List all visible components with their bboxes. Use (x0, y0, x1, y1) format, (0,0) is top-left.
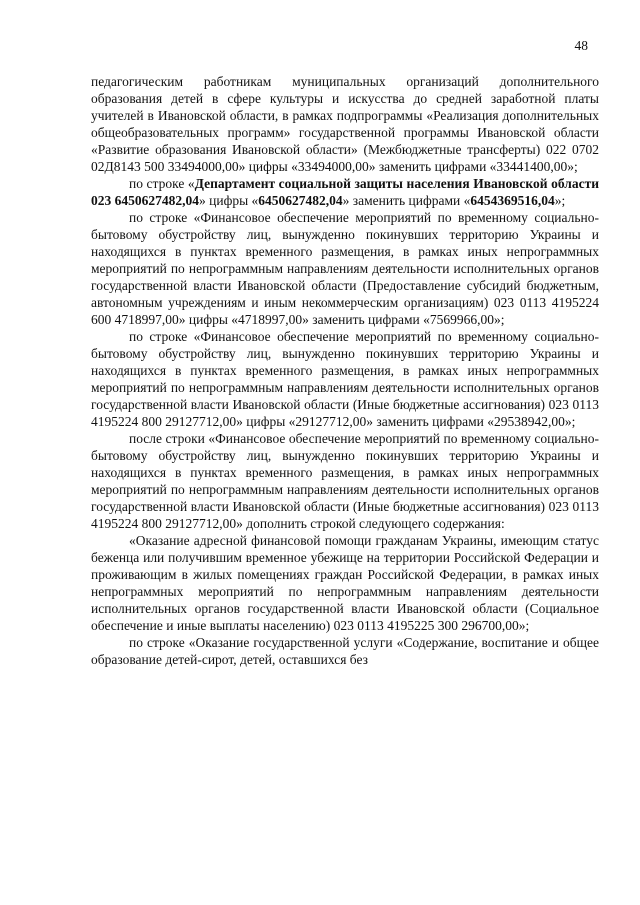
paragraph-other-allocations-line: по строке «Финансовое обеспечение мероприятий по временному социально-бытовому обустройству лиц, вынужденно покинувших территорию Украины и находящихся в пунктах временного размещения, в рамках иных непрограммных мероприятий по непрограммным направлениям деятельности исполнительных органов государственной власти Ивановской области (Иные бюджетные ассигнования) 023 0113 4195224 800 29127712,00» цифры «29127712,00» заменить цифрами «29538942,00»; (91, 329, 599, 429)
document-body (91, 73, 599, 668)
bold-new-amount: 6454369516,04 (470, 193, 555, 208)
paragraph-continuation: педагогическим работникам муниципальных организаций дополнительного образования детей в сфере культуры и искусства до средней заработной платы учителей в Ивановской области, в рамках подпрограммы «Реализация дополнительных общеобразовательных программ» государственной программы Ивановской области «Развитие образования Ивановской области» (Межбюджетные трансферты) 022 0702 02Д8143 500 33494000,00» цифры «33494000,00» заменить цифрами «33441400,00»; (91, 74, 599, 174)
paragraph-department-line (91, 175, 599, 209)
page-number: 48 (574, 38, 588, 53)
bold-old-amount: 6450627482,04 (258, 193, 343, 208)
text-fragment: по строке « (129, 176, 195, 191)
text-fragment: » цифры « (199, 193, 259, 208)
bold-department-name: Департамент социальной защиты населения Ивановской области 023 6450627482,04 (91, 176, 599, 208)
paragraph-new-line-content: «Оказание адресной финансовой помощи гражданам Украины, имеющим статус беженца или получившим временное убежище на территории Российской Федерации и проживающим в жилых помещениях граждан Российской Федерации, в рамках иных непрограммных мероприятий по непрограммным направлениям деятельности исполнительных органов государственной власти Ивановской области (Социальное обеспечение и иные выплаты населению) 023 0113 4195225 300 296700,00»; (91, 533, 599, 633)
paragraph-insert-after: после строки «Финансовое обеспечение мероприятий по временному социально-бытовому обустройству лиц, вынужденно покинувших территорию Украины и находящихся в пунктах временного размещения, в рамках иных непрограммных мероприятий по непрограммным направлениям деятельности исполнительных органов государственной власти Ивановской области (Иные бюджетные ассигнования) 023 0113 4195224 800 29127712,00» дополнить строкой следующего содержания: (91, 431, 599, 531)
text-fragment: »; (554, 193, 566, 208)
text-fragment: » заменить цифрами « (342, 193, 471, 208)
paragraph-subsidies-line: по строке «Финансовое обеспечение мероприятий по временному социально-бытовому обустройству лиц, вынужденно покинувших территорию Украины и находящихся в пунктах временного размещения, в рамках иных непрограммных мероприятий по непрограммным направлениям деятельности исполнительных органов государственной власти Ивановской области (Предоставление субсидий бюджетным, автономным учреждениям и иным некоммерческим организациям) 023 0113 4195224 600 4718997,00» цифры «4718997,00» заменить цифрами «7569966,00»; (91, 210, 599, 327)
paragraph-orphans-line: по строке «Оказание государственной услуги «Содержание, воспитание и общее образование детей-сирот, детей, оставшихся без (91, 635, 599, 667)
